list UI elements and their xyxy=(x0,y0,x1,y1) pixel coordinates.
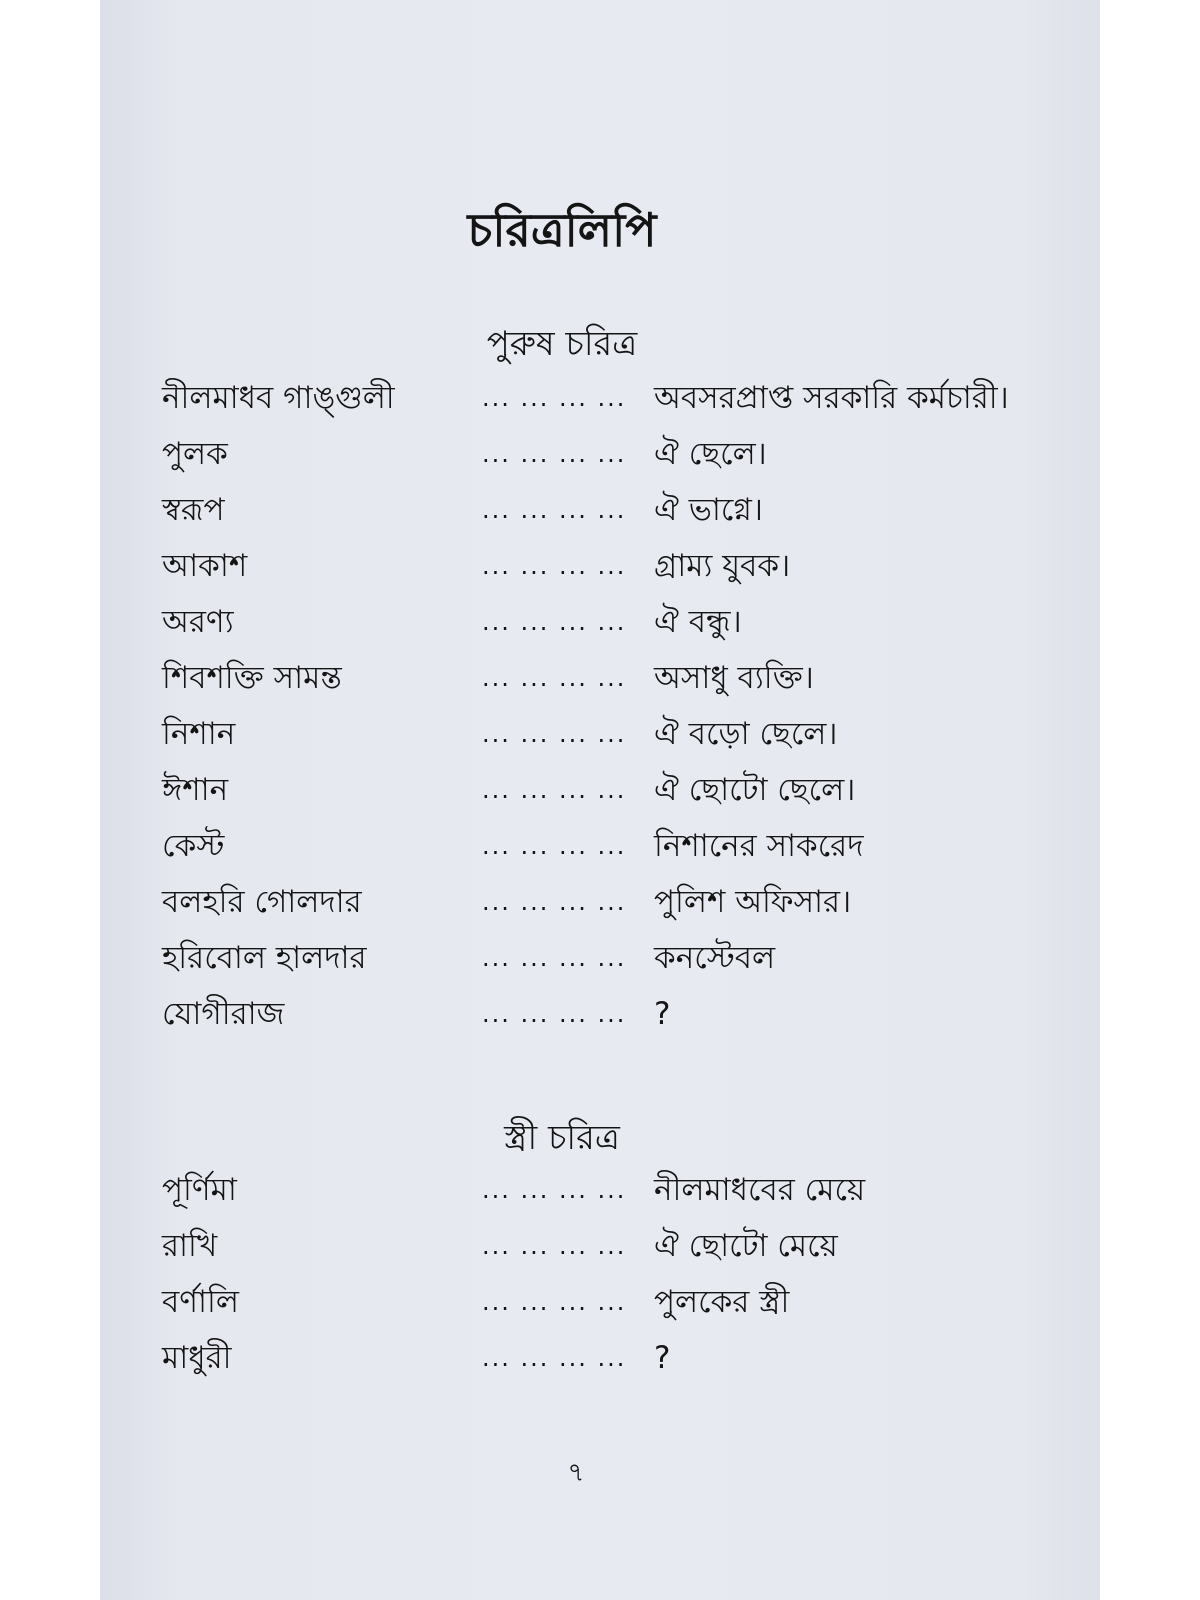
cast-row xyxy=(162,1226,1082,1282)
cast-row xyxy=(162,546,1082,602)
character-name: শিবশক্তি সামন্ত xyxy=(162,660,342,696)
character-name: নিশান xyxy=(162,716,236,752)
leader-dots: ... ... ... ... xyxy=(482,384,627,412)
character-description: কনস্টেবল xyxy=(654,940,776,976)
cast-row xyxy=(162,826,1082,882)
character-description: ঐ ছেলে। xyxy=(654,436,767,472)
character-description: ঐ ছোটো মেয়ে xyxy=(654,1228,838,1264)
leader-dots: ... ... ... ... xyxy=(482,608,627,636)
cast-row xyxy=(162,882,1082,938)
cast-row xyxy=(162,1338,1082,1394)
character-description: অবসরপ্রাপ্ত সরকারি কর্মচারী। xyxy=(654,380,1009,416)
character-name: হরিবোল হালদার xyxy=(162,940,367,976)
character-name: কেস্ট xyxy=(162,828,225,864)
character-description: পুলকের স্ত্রী xyxy=(654,1284,790,1320)
leader-dots: ... ... ... ... xyxy=(482,944,627,972)
leader-dots: ... ... ... ... xyxy=(482,496,627,524)
character-name: পুলক xyxy=(162,436,228,472)
character-description: নীলমাধবের মেয়ে xyxy=(654,1172,866,1208)
character-name: যোগীরাজ xyxy=(162,996,285,1032)
leader-dots: ... ... ... ... xyxy=(482,440,627,468)
cast-row xyxy=(162,378,1082,434)
leader-dots: ... ... ... ... xyxy=(482,720,627,748)
cast-row xyxy=(162,658,1082,714)
character-description: ? xyxy=(654,1340,671,1376)
page-title: চরিত্রলিপি xyxy=(467,203,657,257)
page-number: ৭ xyxy=(567,1458,585,1488)
cast-row xyxy=(162,1170,1082,1226)
character-name: স্বরূপ xyxy=(162,492,225,528)
character-description: ঐ বন্ধু। xyxy=(654,604,742,640)
character-description: নিশানের সাকরেদ xyxy=(654,828,864,864)
character-description: গ্রাম্য যুবক। xyxy=(654,548,791,584)
leader-dots: ... ... ... ... xyxy=(482,888,627,916)
character-name: পূর্ণিমা xyxy=(162,1172,237,1208)
character-name: অরণ্য xyxy=(162,604,234,640)
character-description: ঐ ভাগ্নে। xyxy=(654,492,764,528)
female-characters-heading: স্ত্রী চরিত্র xyxy=(504,1118,620,1158)
character-name: নীলমাধব গাঙ্গুলী xyxy=(162,380,395,416)
character-description: ঐ বড়ো ছেলে। xyxy=(654,716,838,752)
cast-row xyxy=(162,434,1082,490)
character-name: বলহরি গোলদার xyxy=(162,884,362,920)
character-description: অসাধু ব্যক্তি। xyxy=(654,660,814,696)
leader-dots: ... ... ... ... xyxy=(482,1288,627,1316)
character-name: রাখি xyxy=(162,1228,218,1264)
character-description: ঐ ছোটো ছেলে। xyxy=(654,772,856,808)
leader-dots: ... ... ... ... xyxy=(482,664,627,692)
character-name: বর্ণালি xyxy=(162,1284,239,1320)
female-characters-list xyxy=(162,1170,1082,1394)
character-name: ঈশান xyxy=(162,772,229,808)
character-name: মাধুরী xyxy=(162,1340,232,1376)
cast-row xyxy=(162,714,1082,770)
character-description: ? xyxy=(654,996,671,1032)
leader-dots: ... ... ... ... xyxy=(482,832,627,860)
leader-dots: ... ... ... ... xyxy=(482,1176,627,1204)
leader-dots: ... ... ... ... xyxy=(482,1344,627,1372)
cast-row xyxy=(162,490,1082,546)
cast-row xyxy=(162,602,1082,658)
cast-row xyxy=(162,938,1082,994)
male-characters-list xyxy=(162,378,1082,1050)
character-description: পুলিশ অফিসার। xyxy=(654,884,852,920)
leader-dots: ... ... ... ... xyxy=(482,552,627,580)
cast-row xyxy=(162,770,1082,826)
male-characters-heading: পুরুষ চরিত্র xyxy=(486,324,638,364)
cast-row xyxy=(162,1282,1082,1338)
book-page xyxy=(100,0,1100,1600)
leader-dots: ... ... ... ... xyxy=(482,776,627,804)
leader-dots: ... ... ... ... xyxy=(482,1232,627,1260)
character-name: আকাশ xyxy=(162,548,248,584)
leader-dots: ... ... ... ... xyxy=(482,1000,627,1028)
cast-row xyxy=(162,994,1082,1050)
